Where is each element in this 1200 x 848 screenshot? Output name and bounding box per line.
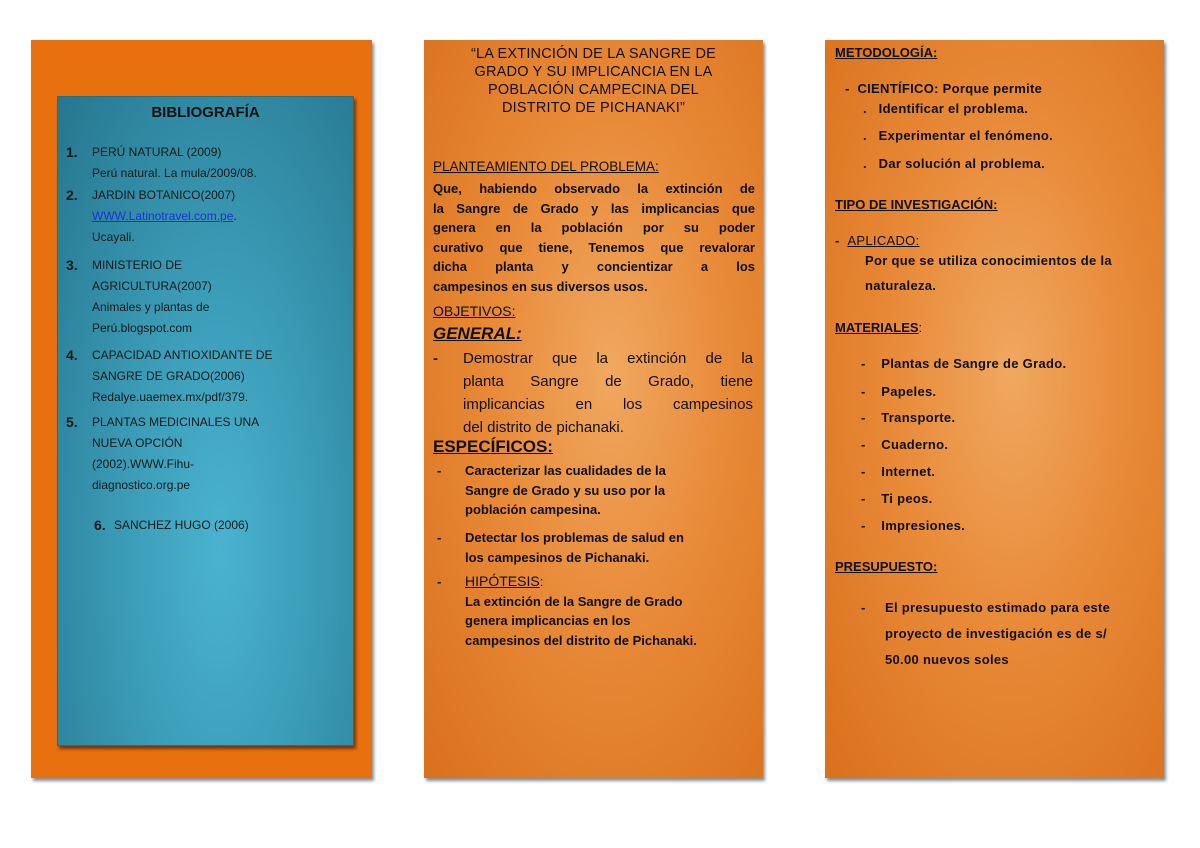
bib-line: PLANTAS MEDICINALES UNA: [92, 415, 260, 429]
bib-line: Perú.blogspot.com: [92, 321, 193, 335]
document-title: [424, 45, 763, 117]
text-line: Detectar los problemas de salud en: [465, 530, 684, 545]
colon: :: [539, 574, 544, 589]
presupuesto-item: [861, 595, 1110, 673]
cientifico-label: CIENTÍFICO: Porque permite: [857, 81, 1043, 96]
aplicado-label: APLICADO:: [847, 233, 920, 248]
text-line: implicancias en los campesinos: [463, 396, 753, 413]
aplicado-text: Por que se utiliza conocimientos de la: [865, 253, 1112, 268]
bib-line: CAPACIDAD ANTIOXIDANTE DE: [92, 348, 273, 362]
text-line: Identificar el problema.: [878, 101, 1029, 116]
aplicado-text: naturaleza.: [865, 278, 937, 293]
text-line: Sangre de Grado y su uso por la: [465, 482, 666, 498]
bib-line: Animales y plantas de: [92, 300, 210, 314]
title-line: POBLACIÓN CAMPECINA DEL: [488, 82, 699, 98]
bib-line: (2002).WWW.Fihu-: [92, 457, 195, 471]
text-line: planta Sangre de Grado, tiene: [463, 373, 753, 390]
center-panel: [424, 40, 763, 778]
bib-number: 3.: [66, 257, 78, 273]
dash: -: [437, 463, 442, 478]
material-item: - Ti peos.: [861, 491, 933, 506]
objetivos-heading: OBJETIVOS:: [433, 303, 516, 319]
text-line: campesinos del distrito de Pichanaki.: [465, 632, 697, 648]
materiales-heading-row: [835, 320, 922, 335]
text-line: Experimentar el fenómeno.: [878, 128, 1054, 143]
bib-line: SANGRE DE GRADO(2006): [92, 369, 245, 383]
materiales-heading: MATERIALES: [835, 320, 919, 335]
title-line: “LA EXTINCIÓN DE LA SANGRE DE: [470, 46, 717, 62]
text-line: La extinción de la Sangre de Grado: [465, 593, 683, 609]
text-line: Dar solución al problema.: [878, 156, 1046, 171]
text-line: Demostrar que la extinción de la: [463, 350, 753, 367]
text-line: dicha planta y concientizar a los: [433, 259, 755, 274]
bib-line: MINISTERIO DE: [92, 258, 183, 272]
bib-number: 1.: [66, 144, 78, 160]
planteamiento-heading: PLANTEAMIENTO DEL PROBLEMA:: [433, 159, 659, 174]
general-objective: [433, 347, 753, 439]
general-heading: GENERAL:: [433, 324, 522, 343]
bib-item-5: [66, 412, 352, 496]
material-item: - Papeles.: [861, 384, 937, 399]
material-item: - Transporte.: [861, 410, 956, 425]
left-panel: [31, 40, 372, 778]
dash: -: [437, 530, 442, 545]
metodologia-heading: METODOLOGÍA:: [835, 45, 938, 60]
right-panel: [825, 40, 1164, 778]
dash: -: [433, 350, 438, 367]
bib-number: 4.: [66, 347, 78, 363]
bib-item-6: [94, 515, 374, 536]
bib-line: Perú natural. La mula/2009/08.: [92, 166, 257, 180]
tipo-heading: TIPO DE INVESTIGACIÓN:: [835, 197, 998, 212]
bib-number: 6.: [94, 517, 106, 533]
text-line: Internet.: [881, 464, 936, 479]
text-line: Ti peos.: [881, 491, 933, 506]
especifico-item-1: [437, 461, 747, 520]
text-line: genera en la población por su poder: [433, 220, 755, 235]
text-line: proyecto de investigación es de s/: [885, 626, 1107, 641]
material-item: - Impresiones.: [861, 518, 966, 533]
material-item: - Cuaderno.: [861, 437, 949, 452]
text-line: la Sangre de Grado y las implicancias que: [433, 200, 755, 216]
bib-line: JARDIN BOTANICO(2007): [92, 188, 236, 202]
bib-line: diagnostico.org.pe: [92, 478, 191, 492]
bibliography-box: [57, 96, 354, 746]
hipotesis-block: [437, 572, 757, 650]
especifico-item-2: [437, 528, 747, 567]
cientifico-subitem: . Dar solución al problema.: [863, 156, 1046, 171]
text-line: del distrito de pichanaki.: [463, 419, 624, 436]
cientifico-subitem: . Identificar el problema.: [863, 101, 1029, 116]
bib-item-1: [66, 142, 352, 184]
hipotesis-heading: HIPÓTESIS: [465, 573, 540, 589]
text-line: Cuaderno.: [881, 437, 949, 452]
aplicado-item: [835, 233, 920, 248]
text-line: los campesinos de Pichanaki.: [465, 549, 650, 565]
text-line: curativo que tiene, Tenemos que revalorar: [433, 239, 755, 255]
bib-line: PERÚ NATURAL (2009): [92, 145, 222, 159]
text-line: El presupuesto estimado para este: [885, 600, 1111, 615]
text-line: Papeles.: [881, 384, 937, 399]
text-line: genera implicancias en los: [465, 613, 631, 628]
bib-line: SANCHEZ HUGO (2006): [114, 518, 249, 532]
bib-link[interactable]: WWW.Latinotravel.com.pe: [92, 209, 234, 223]
bib-item-4: [66, 345, 352, 408]
text-line: campesinos en sus diversos usos.: [433, 278, 648, 294]
bibliography-title: BIBLIOGRAFÍA: [151, 104, 260, 121]
bib-item-3: [66, 255, 352, 339]
text-line: Transporte.: [881, 410, 956, 425]
bib-line: AGRICULTURA(2007): [92, 279, 212, 293]
dash: -: [845, 81, 858, 96]
planteamiento-text: [433, 179, 755, 296]
especificos-heading: ESPECÍFICOS:: [433, 437, 553, 456]
bib-line: NUEVA OPCIÓN: [92, 436, 183, 450]
text-line: Impresiones.: [881, 518, 966, 533]
bib-number: 2.: [66, 187, 78, 203]
text-line: población campesina.: [465, 502, 601, 517]
dash: -: [835, 233, 848, 248]
cientifico-subitem: . Experimentar el fenómeno.: [863, 128, 1054, 143]
bib-number: 5.: [66, 414, 78, 430]
presupuesto-heading: PRESUPUESTO:: [835, 559, 938, 574]
text-line: Plantas de Sangre de Grado.: [881, 356, 1067, 371]
dash: -: [437, 574, 442, 589]
colon: :: [918, 320, 923, 335]
material-item: - Plantas de Sangre de Grado.: [861, 356, 1067, 371]
text-line: Caracterizar las cualidades de la: [465, 463, 666, 478]
dash: -: [861, 600, 866, 615]
cientifico-item: [845, 81, 1042, 96]
text-line: 50.00 nuevos soles: [885, 652, 1009, 667]
material-item: - Internet.: [861, 464, 936, 479]
bib-line: Ucayali.: [92, 230, 135, 244]
bib-line: Redalye.uaemex.mx/pdf/379.: [92, 390, 249, 404]
bib-item-2: 2. JARDIN BOTANICO(2007) WWW.Latinotravel.com.pe. Ucayali.: [92, 185, 352, 248]
text-line: Que, habiendo observado la extinción de: [433, 181, 755, 196]
title-line: GRADO Y SU IMPLICANCIA EN LA: [474, 64, 713, 80]
title-line: DISTRITO DE PICHANAKI”: [502, 100, 685, 116]
